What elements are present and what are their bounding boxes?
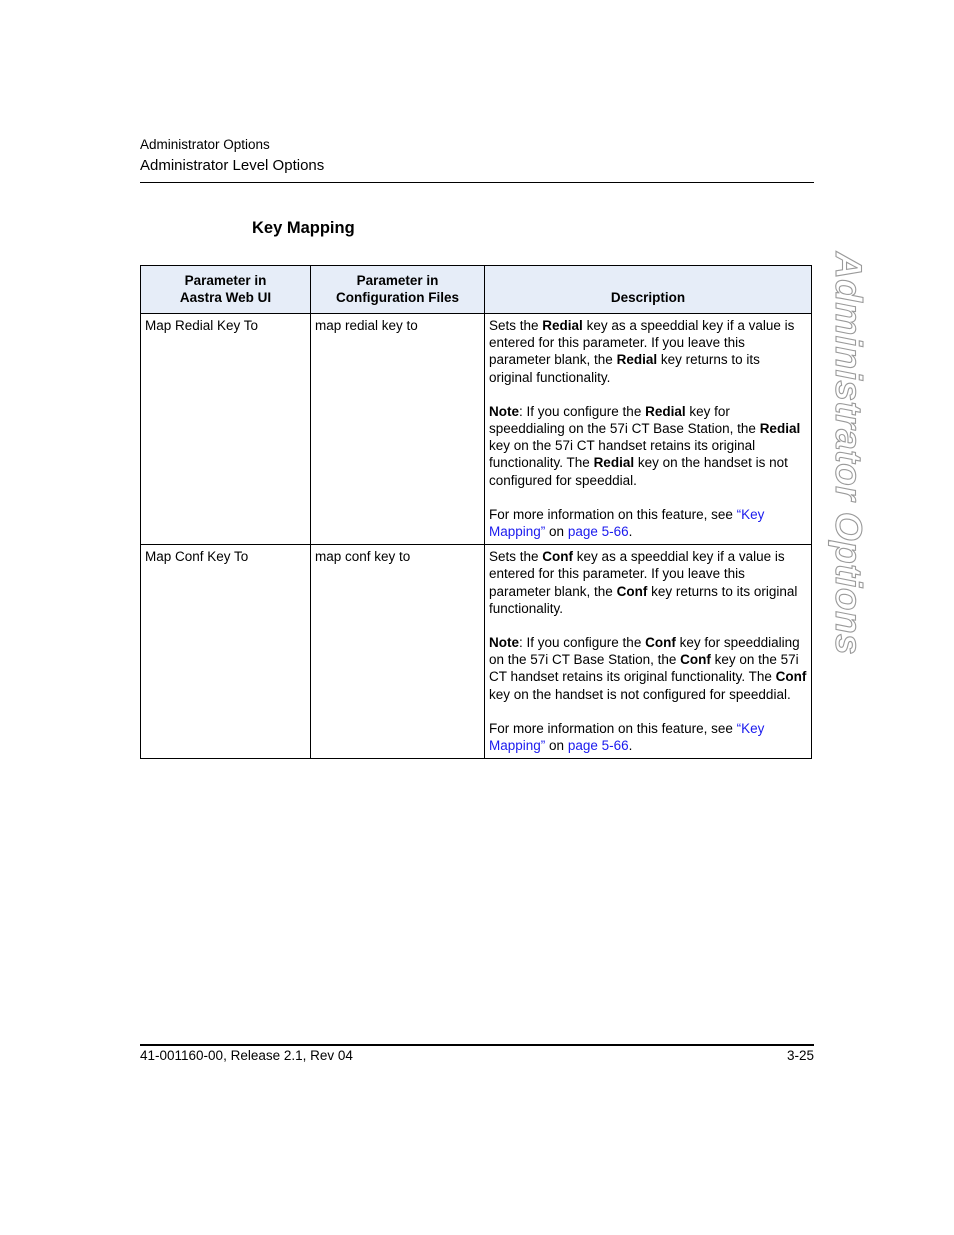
key-name: Conf: [616, 583, 648, 599]
side-chapter-title: Administrator Options: [828, 252, 869, 656]
key-mapping-link[interactable]: “Key Mapping”: [489, 506, 765, 540]
cell-config: map redial key to: [311, 314, 485, 545]
key-name: Conf: [542, 549, 574, 565]
header-web-ui-line1: Parameter in: [184, 273, 267, 288]
header-config-line2: Configuration Files: [336, 290, 459, 305]
header-config-files: [311, 266, 485, 314]
key-name: Conf: [680, 652, 711, 668]
cell-description: [485, 314, 812, 545]
header-section: Administrator Level Options: [140, 157, 325, 174]
key-name: Redial: [542, 318, 583, 333]
table-row: [141, 314, 812, 545]
more-info-paragraph: For more information on this feature, see “Key Mapping” on page 5-66.: [489, 506, 765, 540]
table-row: [141, 545, 812, 759]
footer-page-number: 3-25: [786, 1048, 814, 1063]
page-link[interactable]: page 5-66: [567, 738, 629, 754]
note-label: Note: [489, 635, 519, 651]
header-rule: [140, 182, 814, 183]
header-web-ui: [141, 266, 311, 314]
cell-web-ui: Map Redial Key To: [141, 314, 311, 545]
header-web-ui-line2: Aastra Web UI: [179, 290, 272, 305]
header-config-line1: Parameter in: [356, 273, 439, 288]
header-chapter: Administrator Options: [140, 137, 270, 152]
key-name: Redial: [759, 421, 801, 437]
more-info-paragraph: For more information on this feature, see “Key Mapping” on page 5-66.: [489, 720, 765, 754]
note-paragraph: Note: If you configure the Redial key for speeddialing on the 57i CT Base Station, the Redial key on the 57i CT handset retains its original functionality. The Redial key on the handset is not configured for speeddial.: [489, 403, 801, 488]
key-mapping-link[interactable]: “Key Mapping”: [489, 720, 765, 754]
key-name: Redial: [616, 352, 658, 368]
cell-web-ui: Map Conf Key To: [141, 545, 311, 759]
desc-paragraph: Sets the Conf key as a speeddial key if a value is entered for this parameter. If you leave this parameter blank, the Conf key returns to its original functionality.: [489, 549, 798, 616]
section-title: Key Mapping: [252, 219, 355, 237]
table-header-row: [141, 266, 812, 314]
page-link[interactable]: page 5-66: [567, 524, 629, 540]
parameter-table: [140, 265, 812, 759]
key-name: Conf: [775, 669, 807, 685]
cell-description: [485, 545, 812, 759]
note-label: Note: [489, 403, 519, 419]
cell-config: map conf key to: [311, 545, 485, 759]
key-name: Redial: [593, 455, 635, 471]
footer-rule: [140, 1044, 814, 1046]
footer-doc-id: 41-001160-00, Release 2.1, Rev 04: [140, 1048, 353, 1063]
note-paragraph: Note: If you configure the Conf key for speeddialing on the 57i CT Base Station, the Conf key on the 57i CT handset retains its original functionality. The Conf key on the handset is not configured for speeddial.: [489, 635, 807, 702]
key-name: Redial: [645, 403, 686, 419]
header-description: Description: [485, 266, 812, 314]
key-name: Conf: [645, 635, 676, 651]
desc-paragraph: Sets the Redial key as a speeddial key if a value is entered for this parameter. If you leave this parameter blank, the Redial key returns to its original functionality.: [489, 318, 795, 385]
